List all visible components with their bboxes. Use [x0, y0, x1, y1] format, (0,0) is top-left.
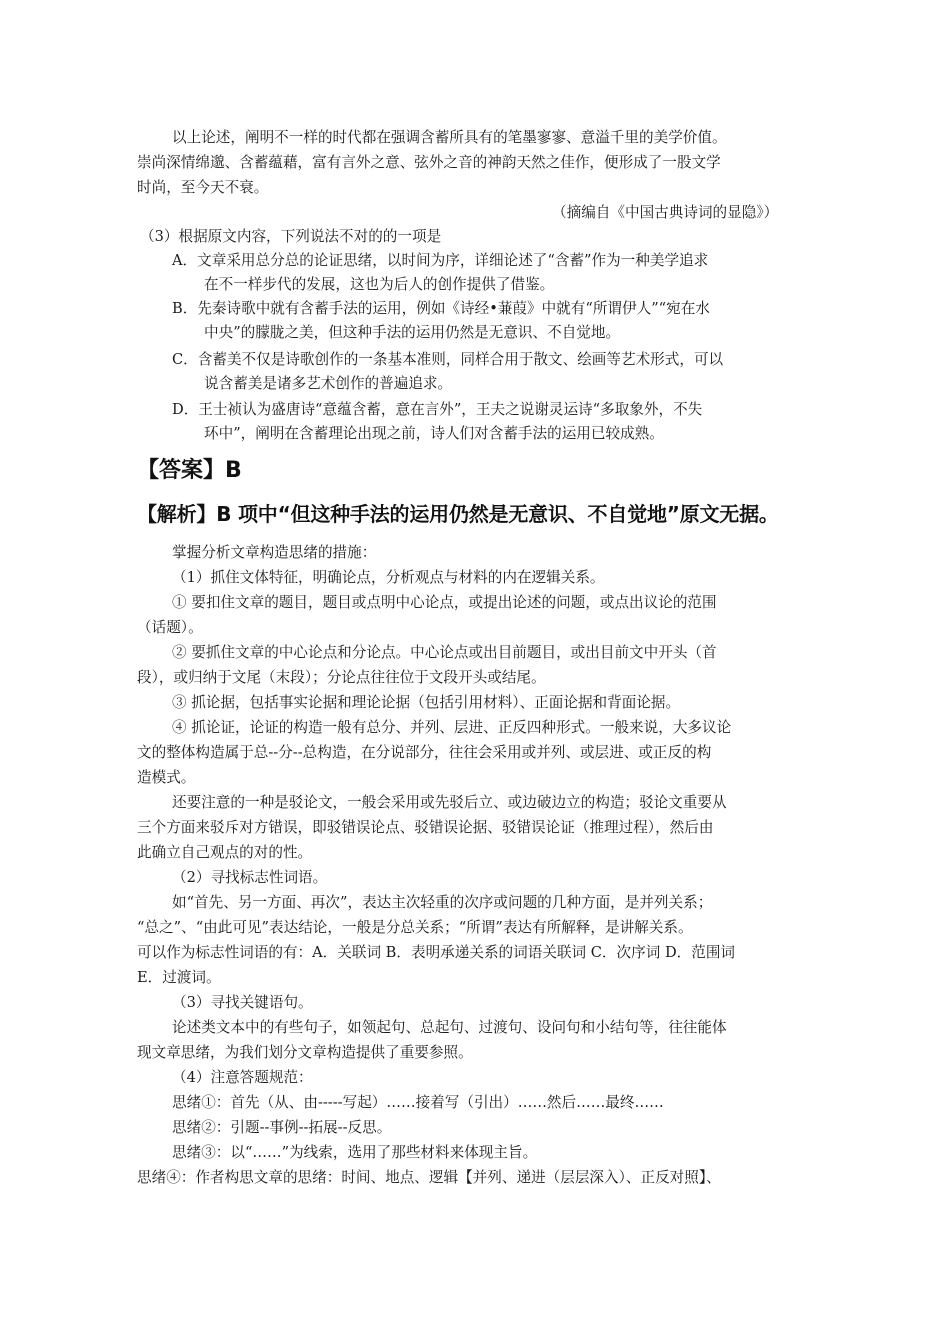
option-b-cont: 中央”的朦胧之美，但这种手法的运用仍然是无意识、不自觉地。: [204, 324, 621, 341]
method-line: 现文章思绪，为我们划分文章构造提供了重要参照。: [137, 1044, 473, 1061]
method-line: “总之”、“由此可见”表达结论，一般是分总关系；“所谓”表达有所解释，是讲解关系。: [137, 919, 693, 936]
passage-source: （摘编自《中国古典诗词的显隐》）: [552, 204, 779, 221]
method-line: 如“首先、另一方面、再次”，表达主次轻重的次序或问题的几种方面，是并列关系；: [172, 894, 713, 911]
question-stem: （3）根据原文内容，下列说法不对的的一项是: [140, 228, 442, 245]
method-line: 思绪①：首先（从、由-----写起）……接着写（引出）……然后……最终……: [172, 1094, 664, 1111]
passage-line: 时尚，至今天不衰。: [137, 179, 269, 196]
option-c-cont: 说含蓄美是诸多艺术创作的普遍追求。: [204, 375, 453, 392]
method-line: 三个方面来驳斥对方错误，即驳错误论点、驳错误论据、驳错误论证（推理过程），然后由: [137, 819, 714, 836]
method-line: 可以作为标志性词语的有：A．关联词 B．表明承递关系的词语关联词 C．次序词 D．范围词: [137, 944, 736, 961]
method-line: 思绪②：引题--事例--拓展--反思。: [172, 1119, 392, 1136]
option-a: A．文章采用总分总的论证思绪，以时间为序，详细论述了“含蓄”作为一种美学追求: [172, 252, 709, 269]
method-line: 论述类文本中的有些句子，如领起句、总起句、过渡句、设问句和小结句等，往往能体: [172, 1019, 727, 1036]
method-line: 文的整体构造属于总--分--总构造，在分说部分，往往会采用或并列、或层进、或正反的构: [137, 744, 712, 761]
method-line: ③ 抓论据，包括事实论据和理论论据（包括引用材料）、正面论据和背面论据。: [172, 694, 681, 711]
method-line: 此确立自己观点的对的性。: [137, 844, 313, 861]
method-line: 段），或归纳于文尾（末段）；分论点往往位于文段开头或结尾。: [137, 669, 546, 686]
method-line: 造模式。: [137, 769, 196, 786]
option-d: D．王士祯认为盛唐诗“意蕴含蓄，意在言外”，王夫之说谢灵运诗“多取象外，不失: [172, 401, 703, 418]
option-b: B．先秦诗歌中就有含蓄手法的运用，例如《诗经•蒹葭》中就有“所谓伊人”“宛在水: [172, 300, 710, 317]
option-c: C．含蓄美不仅是诗歌创作的一条基本准则，同样合用于散文、绘画等艺术形式，可以: [172, 351, 724, 368]
method-line: （3）寻找关键语句。: [172, 994, 313, 1011]
method-line: ② 要抓住文章的中心论点和分论点。中心论点或出目前题目，或出目前文中开头（首: [172, 644, 717, 661]
method-line: （话题）。: [137, 619, 203, 636]
method-line: （4）注意答题规范：: [172, 1069, 313, 1086]
method-line: （1）抓住文体特征，明确论点，分析观点与材料的内在逻辑关系。: [172, 569, 605, 586]
analysis-heading: 【解析】B 项中“但这种手法的运用仍然是无意识、不自觉地”原文无据。: [137, 502, 779, 526]
answer-heading: 【答案】B: [137, 458, 242, 483]
option-a-cont: 在不一样步代的发展，这也为后人的创作提供了借鉴。: [204, 276, 555, 293]
method-line: 思绪③：以“……”为线索，选用了那些材料来体现主旨。: [172, 1144, 538, 1161]
passage-line: 以上论述，阐明不一样的时代都在强调含蓄所具有的笔墨寥寥、意溢千里的美学价值。: [172, 129, 727, 146]
method-line: （2）寻找标志性词语。: [172, 869, 328, 886]
method-line: E．过渡词。: [137, 969, 221, 986]
method-line: 掌握分析文章构造思绪的措施：: [172, 544, 377, 561]
method-line: ① 要扣住文章的题目，题目或点明中心论点，或提出论述的问题，或点出议论的范围: [172, 594, 717, 611]
method-line: 思绪④：作者构思文章的思绪：时间、地点、逻辑【并列、递进（层层深入）、正反对照】、: [137, 1169, 721, 1186]
method-line: 还要注意的一种是驳论文，一般会采用或先驳后立、或边破边立的构造；驳论文重要从: [172, 794, 727, 811]
passage-line: 崇尚深情绵邈、含蓄蕴藉，富有言外之意、弦外之音的神韵天然之佳作，便形成了一股文学: [137, 154, 721, 171]
method-line: ④ 抓论证，论证的构造一般有总分、并列、层进、正反四种形式。一般来说，大多议论: [172, 719, 732, 736]
option-d-cont: 环中”，阐明在含蓄理论出现之前，诗人们对含蓄手法的运用已较成熟。: [204, 425, 664, 442]
